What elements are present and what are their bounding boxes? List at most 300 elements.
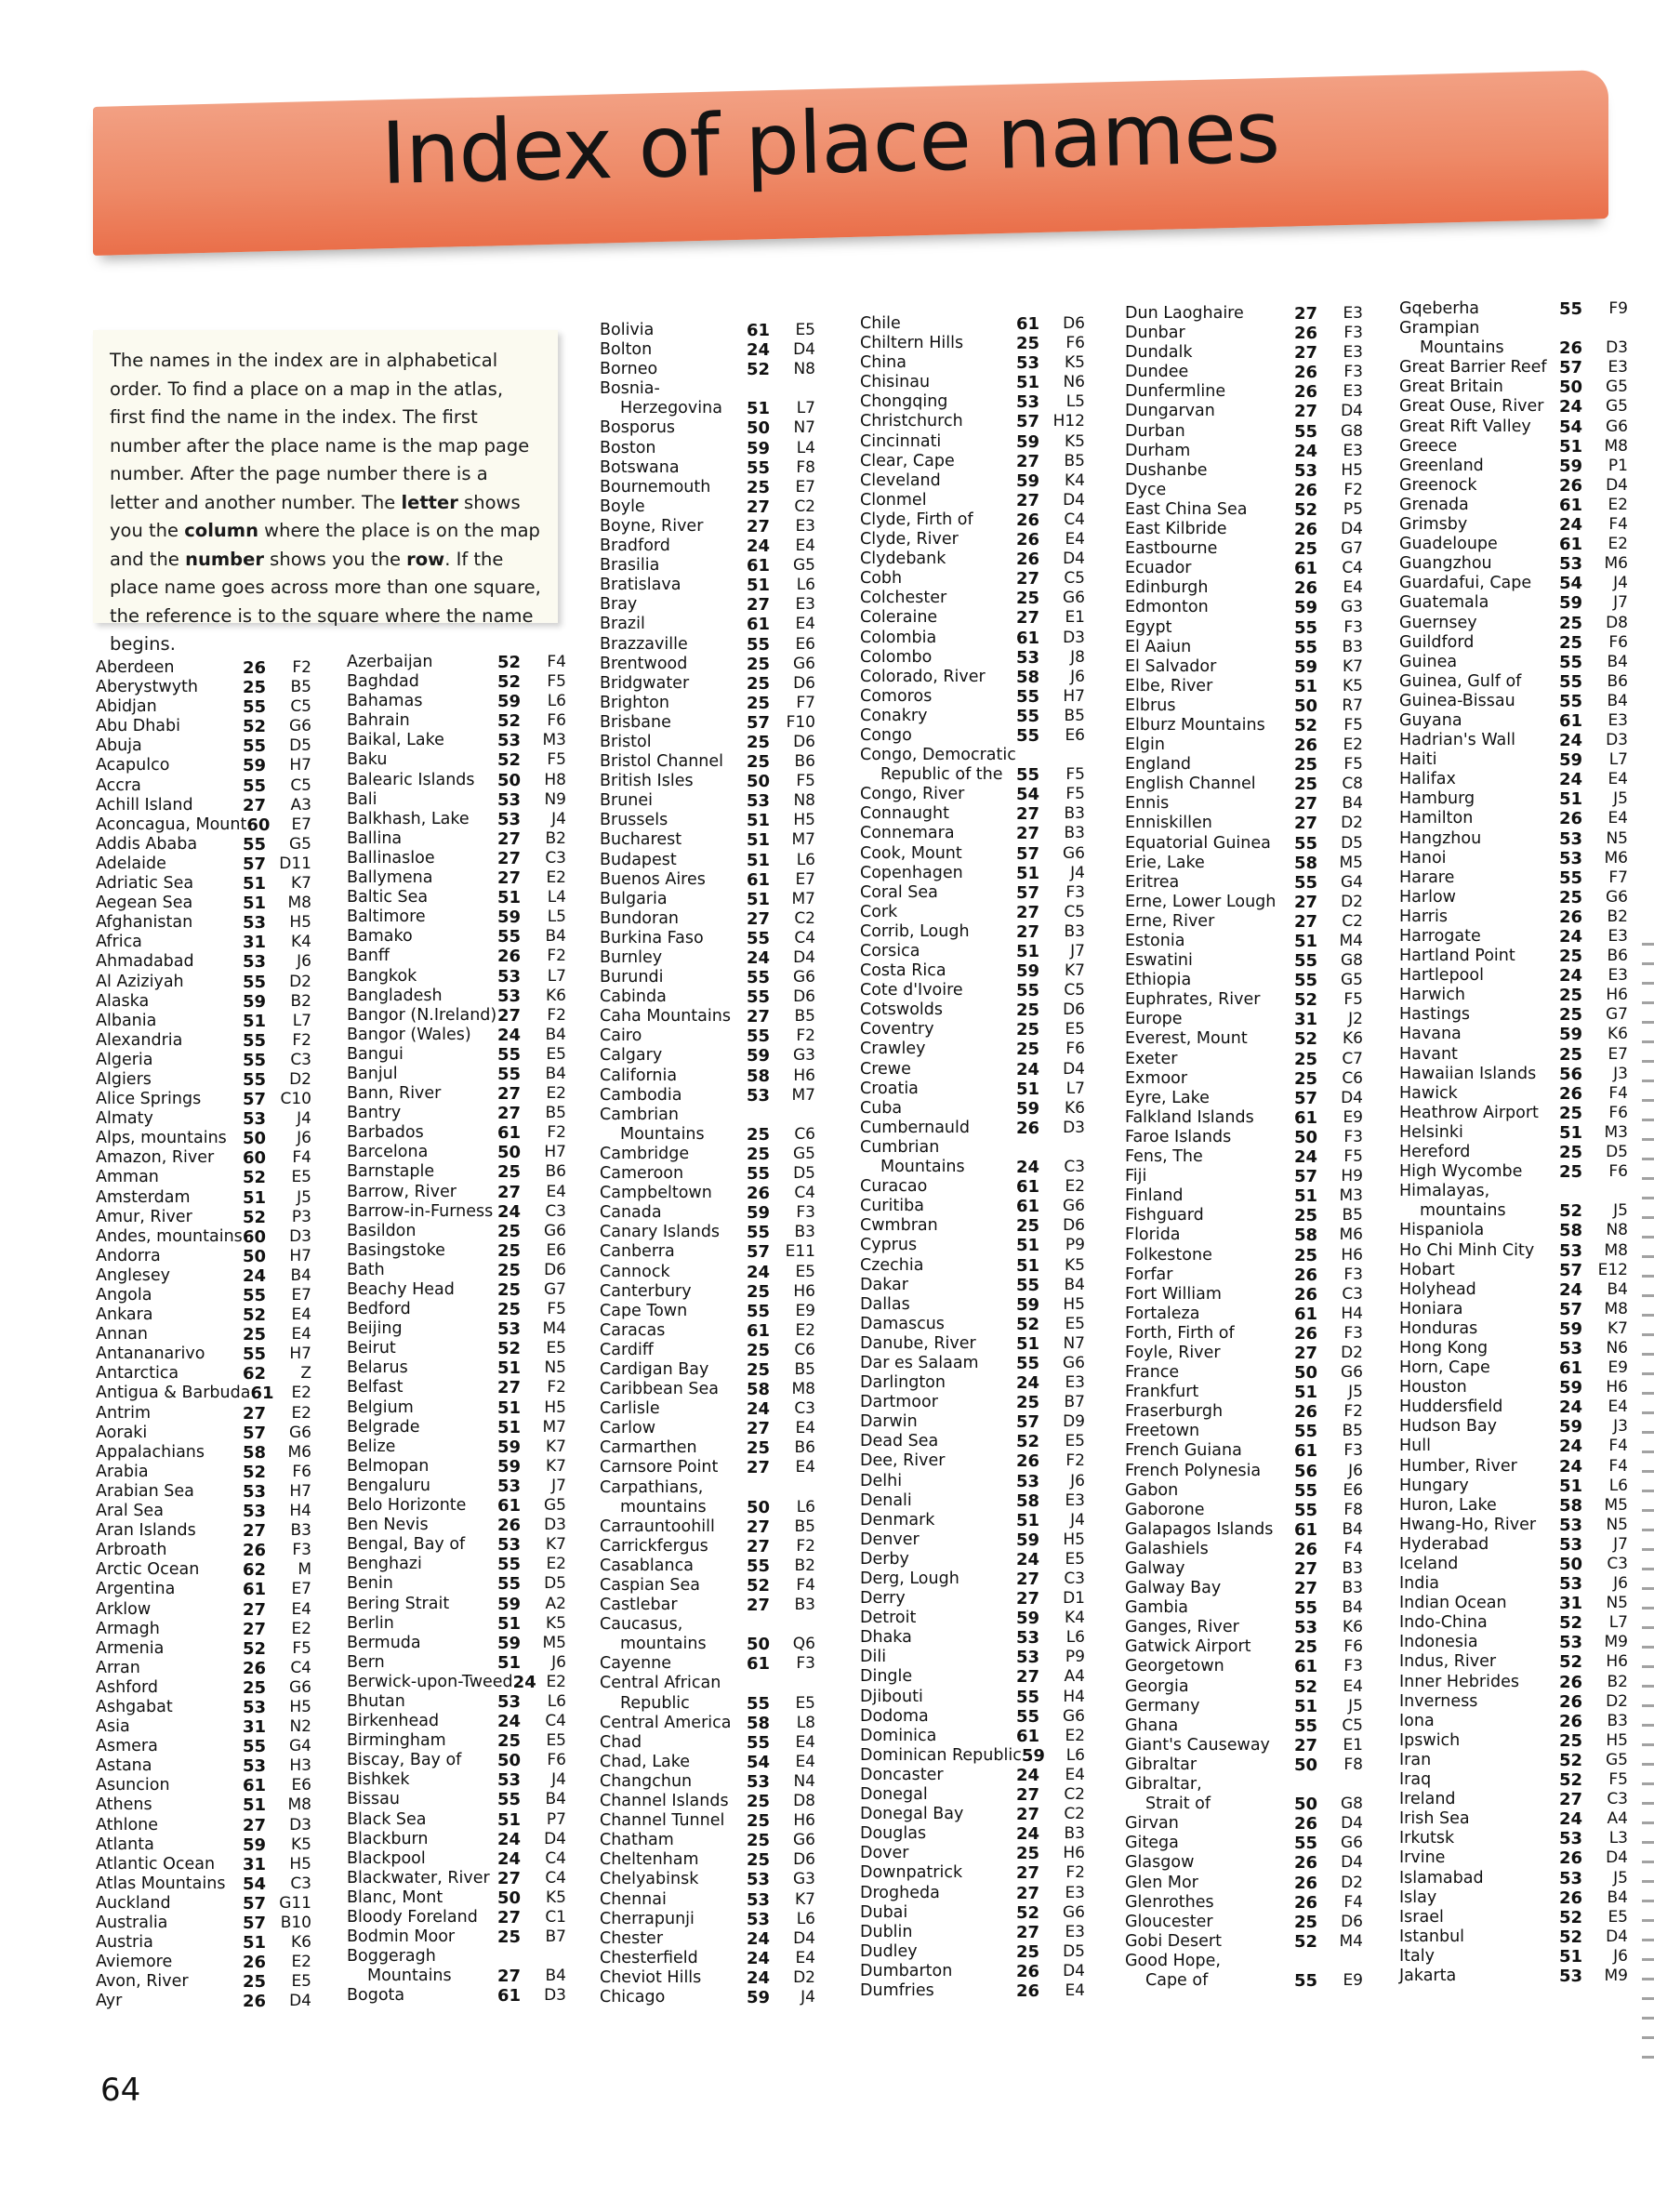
index-entry	[1399, 888, 1628, 907]
index-entry	[600, 1380, 815, 1399]
index-entry	[860, 373, 1085, 392]
grid-reference: H4	[1341, 1304, 1363, 1323]
place-name: Alexandria	[96, 1030, 183, 1050]
grid-reference: H7	[289, 1246, 311, 1265]
grid-reference: M6	[1604, 554, 1628, 574]
place-name: Great Britain	[1399, 377, 1503, 397]
index-entry	[96, 1305, 311, 1325]
map-page-number: 51	[1294, 932, 1318, 951]
grid-reference: F3	[1343, 1127, 1363, 1146]
index-entry	[860, 687, 1085, 707]
place-name: Bulgaria	[600, 889, 668, 908]
index-entry	[347, 1457, 566, 1477]
place-name: Congo, Democratic Republic of the	[860, 746, 1016, 785]
index-entry	[96, 1325, 311, 1344]
place-name: Basingstoke	[347, 1240, 445, 1260]
map-page-number: 25	[497, 1300, 522, 1320]
place-name: Copenhagen	[860, 863, 963, 882]
place-name: Dover	[860, 1844, 909, 1863]
map-page-number: 25	[243, 678, 267, 698]
grid-reference: E6	[1343, 1480, 1363, 1500]
grid-reference: D4	[1341, 1814, 1363, 1834]
map-page-number: 51	[1016, 1079, 1040, 1099]
index-entry	[1125, 304, 1363, 324]
grid-reference: F5	[547, 672, 566, 692]
map-page-number: 59	[1559, 1417, 1583, 1437]
place-name: Indo-China	[1399, 1613, 1488, 1633]
index-entry	[96, 1090, 311, 1109]
place-name: Adelaide	[96, 854, 166, 873]
place-name: Canberra	[600, 1242, 675, 1262]
map-page-number: 52	[497, 653, 522, 672]
intro-keyword: row	[406, 548, 445, 570]
map-page-number: 55	[1294, 1598, 1318, 1619]
map-page-number: 53	[1016, 392, 1040, 413]
place-name: Arabian Sea	[96, 1481, 194, 1501]
map-page-number: 24	[497, 1829, 522, 1849]
index-entry	[96, 1364, 311, 1384]
grid-reference: J2	[1348, 1010, 1363, 1029]
place-name: Burundi	[600, 968, 664, 987]
index-entry	[1399, 1673, 1628, 1692]
map-page-number: 27	[1016, 451, 1040, 471]
map-page-number: 24	[747, 1948, 771, 1968]
map-page-number: 25	[497, 1221, 522, 1241]
map-page-number: 25	[1559, 887, 1583, 907]
map-page-number: 58	[243, 1442, 267, 1463]
place-name: Bangor (N.Ireland)	[347, 1005, 497, 1025]
map-page-number: 27	[747, 1458, 771, 1478]
index-entry	[347, 810, 566, 829]
map-page-number: 55	[747, 1301, 771, 1321]
map-page-number: 25	[1294, 539, 1318, 560]
grid-reference: H5	[289, 1697, 311, 1716]
grid-reference: B4	[545, 1025, 566, 1044]
grid-reference: D2	[289, 972, 311, 991]
place-name: Iran	[1399, 1750, 1432, 1769]
index-entry	[860, 1216, 1085, 1236]
index-entry	[860, 1412, 1085, 1432]
map-page-number: 52	[1559, 1201, 1583, 1222]
grid-reference: B6	[1607, 671, 1628, 691]
index-entry	[96, 1109, 311, 1129]
place-name: Huron, Lake	[1399, 1495, 1497, 1515]
place-name: High Wycombe	[1399, 1162, 1523, 1182]
grid-reference: F6	[1608, 1103, 1628, 1122]
grid-reference: J7	[1070, 942, 1085, 960]
place-name: Heathrow Airport	[1399, 1103, 1539, 1122]
grid-reference: K5	[546, 1613, 566, 1633]
index-entry	[96, 658, 311, 678]
map-page-number: 61	[747, 615, 771, 635]
index-entry	[1399, 1261, 1628, 1280]
index-entry	[860, 1511, 1085, 1530]
map-page-number: 57	[243, 1893, 267, 1914]
place-name: Equatorial Guinea	[1125, 833, 1271, 853]
place-name: Dead Sea	[860, 1432, 939, 1451]
map-page-number: 27	[747, 1517, 771, 1537]
index-entry	[1125, 1305, 1363, 1324]
place-name: Inner Hebrides	[1399, 1672, 1519, 1691]
index-entry	[600, 1007, 815, 1027]
index-entry	[1399, 358, 1628, 377]
grid-reference: D4	[544, 1829, 566, 1848]
index-entry	[1125, 324, 1363, 343]
grid-reference: D5	[1606, 1143, 1628, 1162]
place-name: Greece	[1399, 436, 1458, 456]
index-entry	[1399, 1358, 1628, 1378]
index-entry	[1399, 947, 1628, 966]
map-page-number: 50	[497, 1751, 522, 1771]
place-name: Clydebank	[860, 550, 946, 569]
grid-reference: C4	[545, 1848, 566, 1868]
grid-reference: E3	[1065, 1373, 1085, 1393]
place-name: Cleveland	[860, 470, 941, 490]
place-name: Connemara	[860, 824, 955, 843]
index-entry	[347, 1123, 566, 1143]
index-entry	[1125, 873, 1363, 893]
index-entry	[600, 1046, 815, 1066]
index-entry	[1125, 1422, 1363, 1441]
map-page-number: 51	[1016, 1236, 1040, 1256]
index-entry	[1125, 1089, 1363, 1108]
place-name: Cayenne	[600, 1654, 672, 1674]
grid-reference: B2	[290, 991, 311, 1011]
index-entry	[1125, 559, 1363, 578]
map-page-number: 51	[497, 888, 522, 908]
map-page-number: 51	[1016, 373, 1040, 393]
map-page-number: 51	[497, 1652, 522, 1673]
grid-reference: F3	[1343, 324, 1363, 343]
grid-reference: F2	[292, 658, 311, 677]
map-page-number: 24	[1559, 731, 1583, 751]
index-entry	[600, 1596, 815, 1615]
grid-reference: E2	[291, 1619, 311, 1638]
map-page-number: 55	[1294, 421, 1318, 442]
map-page-number: 59	[1016, 1294, 1040, 1315]
index-entry	[860, 1903, 1085, 1923]
index-entry	[600, 772, 815, 791]
map-page-number: 53	[1559, 1868, 1583, 1888]
map-page-number: 61	[497, 1123, 522, 1144]
map-page-number: 26	[1294, 1892, 1318, 1913]
grid-reference: E7	[795, 869, 815, 889]
map-page-number: 26	[1294, 735, 1318, 756]
place-name: Baltic Sea	[347, 888, 429, 907]
place-name: Astana	[96, 1756, 152, 1776]
place-name: Bradford	[600, 536, 670, 556]
grid-reference: E3	[795, 595, 815, 615]
place-name: Achill Island	[96, 795, 193, 815]
grid-reference: C2	[794, 908, 815, 928]
map-page-number: 55	[243, 1286, 267, 1305]
place-name: Cairo	[600, 1027, 642, 1046]
place-name: Ballina	[347, 828, 403, 848]
index-entry	[860, 1785, 1085, 1805]
map-page-number: 52	[1294, 715, 1318, 735]
map-page-number: 55	[1294, 833, 1318, 854]
grid-reference: D5	[793, 1164, 815, 1184]
map-page-number: 26	[1294, 382, 1318, 403]
grid-reference: F2	[547, 1005, 566, 1025]
grid-reference: N5	[544, 1358, 566, 1378]
grid-reference: G6	[1063, 1902, 1085, 1922]
place-name: India	[1399, 1574, 1439, 1594]
map-page-number: 59	[243, 991, 267, 1012]
next-page-edge	[1642, 930, 1654, 2064]
place-name: Edinburgh	[1125, 578, 1209, 598]
place-name: Honduras	[1399, 1318, 1478, 1338]
map-page-number: 52	[1016, 1902, 1040, 1923]
place-name: Cambridge	[600, 1144, 690, 1163]
index-entry	[1399, 1712, 1628, 1731]
grid-reference: E2	[1608, 535, 1628, 554]
index-entry	[860, 1884, 1085, 1903]
place-name: Cambodia	[600, 1085, 682, 1105]
place-name: Coral Sea	[860, 882, 938, 902]
index-entry	[1125, 1736, 1363, 1755]
grid-reference: G7	[544, 1280, 566, 1299]
index-entry	[860, 1040, 1085, 1059]
grid-reference: F6	[547, 1751, 566, 1770]
place-name: Georgetown	[1125, 1657, 1224, 1676]
place-name: Buenos Aires	[600, 869, 706, 889]
grid-reference: E7	[795, 477, 815, 497]
grid-reference: E2	[1065, 1726, 1085, 1745]
place-name: Basildon	[347, 1221, 417, 1240]
grid-reference: E5	[1065, 1432, 1085, 1451]
grid-reference: E3	[1343, 343, 1363, 363]
map-page-number: 24	[1016, 1373, 1040, 1394]
index-entry	[347, 1888, 566, 1908]
grid-reference: K6	[1343, 1029, 1363, 1049]
map-page-number: 27	[243, 1521, 267, 1542]
place-name: Belfast	[347, 1378, 404, 1397]
index-entry	[600, 791, 815, 811]
place-name: Dumbarton	[860, 1961, 953, 1980]
index-entry	[860, 589, 1085, 608]
map-page-number: 53	[1559, 1515, 1583, 1535]
map-page-number: 55	[1016, 981, 1040, 1001]
index-entry	[600, 1576, 815, 1596]
index-entry	[347, 849, 566, 868]
map-page-number: 59	[243, 756, 267, 776]
place-name: Central America	[600, 1713, 732, 1732]
grid-reference: G6	[544, 1221, 566, 1240]
place-name: Budapest	[600, 850, 677, 869]
grid-reference: G6	[793, 1831, 815, 1850]
map-page-number: 51	[747, 830, 771, 851]
place-name: Chiltern Hills	[860, 334, 964, 353]
place-name: Hong Kong	[1399, 1338, 1489, 1358]
place-name: Cwmbran	[860, 1216, 938, 1236]
place-name: Ghana	[1125, 1715, 1179, 1735]
map-page-number: 25	[1016, 1393, 1040, 1413]
grid-reference: H5	[1063, 1530, 1085, 1549]
grid-reference: M4	[1339, 1931, 1363, 1951]
grid-reference: D3	[544, 1986, 566, 2006]
grid-reference: H8	[544, 770, 566, 789]
grid-reference: B3	[1342, 1579, 1363, 1598]
place-name: Derby	[860, 1549, 909, 1569]
index-entry	[347, 1222, 566, 1241]
place-name: Europe	[1125, 1010, 1183, 1029]
map-page-number: 27	[1294, 402, 1318, 422]
place-name: Austria	[96, 1933, 153, 1953]
map-page-number: 26	[1016, 1980, 1040, 2001]
grid-reference: G6	[1063, 1706, 1085, 1726]
grid-reference: K6	[546, 986, 566, 1005]
map-page-number: 59	[747, 438, 771, 458]
grid-reference: E2	[546, 1555, 566, 1574]
map-page-number: 31	[1294, 1010, 1318, 1030]
index-entry	[347, 1104, 566, 1123]
map-page-number: 25	[497, 1731, 522, 1752]
index-entry	[860, 412, 1085, 431]
grid-reference: E4	[795, 536, 815, 556]
grid-reference: K7	[546, 1437, 566, 1456]
map-page-number: 26	[1016, 510, 1040, 530]
place-name: Bedford	[347, 1300, 411, 1319]
grid-reference: M7	[542, 1417, 566, 1437]
place-name: Caucasus, mountains	[600, 1615, 707, 1654]
place-name: Guatemala	[1399, 593, 1489, 613]
grid-reference: B5	[1064, 451, 1085, 470]
place-name: Auckland	[96, 1893, 171, 1913]
place-name: Harlow	[1399, 887, 1456, 907]
index-entry	[600, 987, 815, 1007]
place-name: Ahmadabad	[96, 952, 194, 972]
place-name: Guinea-Bissau	[1399, 691, 1515, 710]
place-name: Iona	[1399, 1711, 1435, 1730]
grid-reference: K6	[291, 1933, 311, 1953]
grid-reference: K5	[1343, 676, 1363, 695]
grid-reference: C5	[1342, 1715, 1363, 1735]
grid-reference: B4	[1607, 1887, 1628, 1907]
map-page-number: 27	[243, 1599, 267, 1620]
index-entry	[600, 556, 815, 576]
map-page-number: 25	[747, 1811, 771, 1832]
map-page-number: 31	[243, 1854, 267, 1874]
index-entry	[860, 1727, 1085, 1746]
grid-reference: B7	[1064, 1393, 1085, 1412]
map-page-number: 25	[1016, 589, 1040, 609]
grid-reference: D4	[1341, 1088, 1363, 1107]
grid-reference: H12	[1052, 412, 1085, 431]
place-name: Ayr	[96, 1992, 123, 2011]
index-entry	[1125, 1755, 1363, 1775]
map-page-number: 61	[243, 1776, 267, 1796]
index-entry	[600, 1714, 815, 1733]
grid-reference: G6	[793, 968, 815, 987]
place-name: Banff	[347, 947, 390, 966]
map-page-number: 55	[1294, 872, 1318, 893]
place-name: England	[1125, 755, 1192, 775]
intro-text	[110, 350, 541, 655]
map-page-number: 25	[1559, 947, 1583, 967]
place-name: Galapagos Islands	[1125, 1519, 1274, 1539]
index-entry	[1399, 1516, 1628, 1535]
map-page-number: 51	[747, 399, 771, 419]
grid-reference: E4	[795, 615, 815, 634]
index-entry	[96, 1717, 311, 1737]
map-page-number: 53	[497, 986, 522, 1006]
grid-reference: E3	[1343, 304, 1363, 323]
index-entry	[860, 1236, 1085, 1255]
index-entry	[860, 903, 1085, 922]
grid-reference: E4	[795, 1419, 815, 1438]
grid-reference: L6	[1608, 1476, 1628, 1495]
grid-reference: K5	[546, 1887, 566, 1907]
place-name: Belarus	[347, 1358, 408, 1378]
grid-reference: F10	[786, 712, 815, 732]
page-title: Index of place names	[379, 82, 1281, 204]
index-entry	[1399, 907, 1628, 927]
map-page-number: 57	[1294, 1167, 1318, 1187]
grid-reference: D2	[289, 1069, 311, 1089]
index-entry	[600, 1302, 815, 1321]
map-page-number: 27	[1294, 1735, 1318, 1755]
grid-reference: F6	[1065, 334, 1085, 353]
grid-reference: H6	[1606, 1378, 1628, 1397]
map-page-number: 26	[1559, 338, 1583, 359]
place-name: Al Aziziyah	[96, 972, 184, 991]
map-page-number: 25	[1016, 1844, 1040, 1864]
index-entry	[1125, 735, 1363, 755]
index-entry	[347, 1339, 566, 1358]
grid-reference: E3	[1343, 382, 1363, 402]
place-name: Bermuda	[347, 1633, 421, 1652]
grid-reference: B5	[794, 1517, 815, 1536]
place-name: Inverness	[1399, 1691, 1478, 1711]
grid-reference: F4	[1608, 1456, 1628, 1476]
place-name: Hull	[1399, 1437, 1431, 1456]
index-entry	[96, 1894, 311, 1914]
place-name: Athens	[96, 1795, 152, 1815]
map-page-number: 26	[1294, 578, 1318, 599]
index-entry	[1399, 1496, 1628, 1516]
grid-reference: D4	[1341, 402, 1363, 421]
map-page-number: 52	[1294, 1029, 1318, 1050]
map-page-number: 25	[747, 654, 771, 674]
map-page-number: 26	[1294, 1814, 1318, 1835]
place-name: Chennai	[600, 1889, 667, 1909]
place-name: Hartland Point	[1399, 947, 1515, 966]
map-page-number: 52	[243, 1638, 267, 1659]
place-name: Czechia	[860, 1255, 924, 1275]
index-entry	[860, 629, 1085, 648]
index-entry	[600, 536, 815, 556]
map-page-number: 55	[243, 834, 267, 854]
place-name: Dumfries	[860, 1980, 934, 2000]
index-entry	[600, 694, 815, 713]
place-name: Argentina	[96, 1580, 176, 1599]
map-page-number: 61	[1559, 1358, 1583, 1379]
grid-reference: G6	[289, 1677, 311, 1697]
grid-reference: G6	[1063, 1353, 1085, 1372]
place-name: Ben Nevis	[347, 1516, 429, 1535]
index-entry	[347, 888, 566, 907]
map-page-number: 51	[1016, 942, 1040, 961]
grid-reference: P3	[291, 1207, 311, 1226]
grid-reference: H6	[1063, 1844, 1085, 1863]
grid-reference: K4	[1065, 1609, 1085, 1628]
place-name: Arbroath	[96, 1541, 167, 1560]
index-entry	[347, 1595, 566, 1614]
grid-reference: J5	[1348, 1383, 1363, 1402]
place-name: Algeria	[96, 1050, 153, 1069]
grid-reference: E3	[1608, 710, 1628, 730]
